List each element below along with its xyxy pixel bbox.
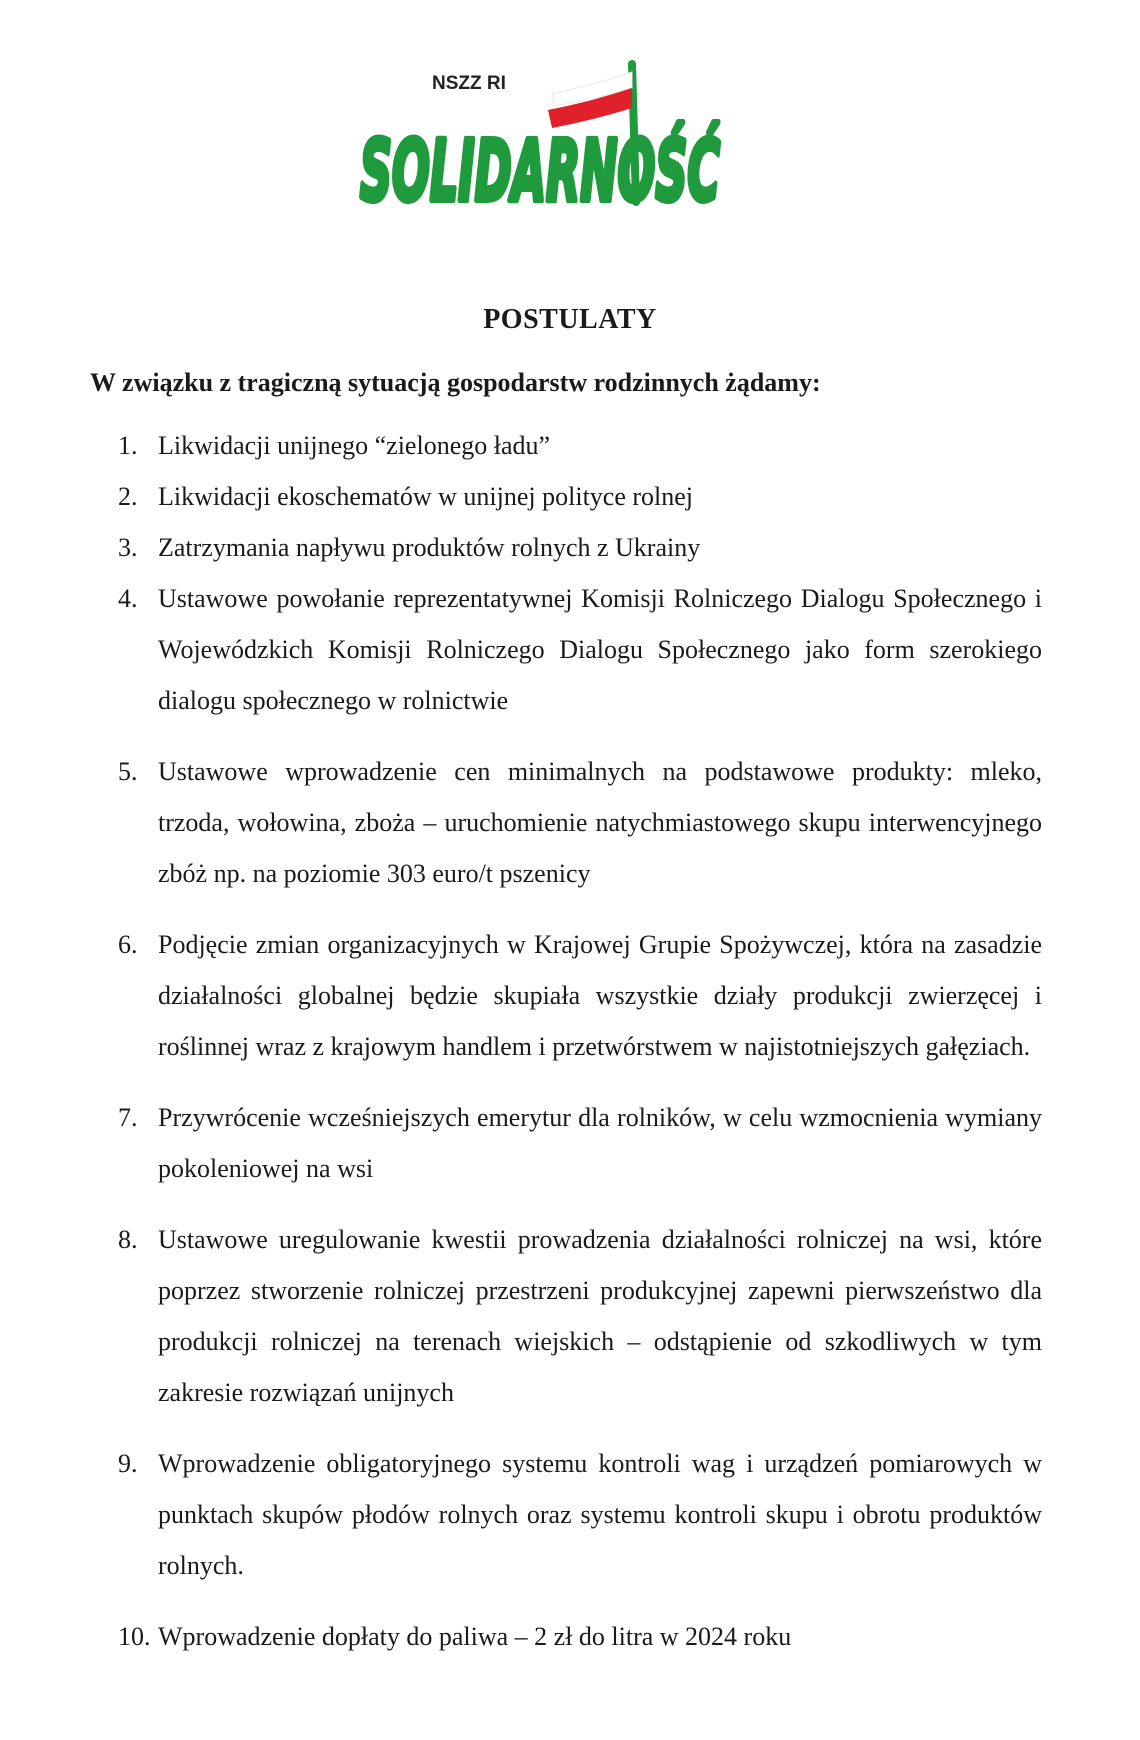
intro-heading: W związku z tragiczną sytuacją gospodarstw rodzinnych żądamy: [90,368,821,397]
list-item [118,1214,1042,1418]
list-item-number: 8. [118,1225,138,1254]
list-item-number: 7. [118,1103,138,1132]
solidarnosc-logo [340,52,740,232]
list-item-text: Ustawowe uregulowanie kwestii prowadzenia działalności rolniczej na wsi, które poprzez stworzenie rolniczej przestrzeni produkcyjnej zapewni pierwszeństwo dla produkcji rolniczej na terenach wiejskich – odstąpienie od szkodliwych w tym zakresie rozwiązań unijnych [158,1225,1042,1407]
list-item-number: 3. [118,533,138,562]
list-item [118,1438,1042,1591]
list-item-text: Wprowadzenie obligatoryjnego systemu kontroli wag i urządzeń pomiarowych w punktach skupów płodów rolnych oraz systemu kontroli skupu i obrotu produktów rolnych. [158,1449,1042,1580]
list-item [118,1611,1042,1662]
list-item-number: 9. [118,1449,138,1478]
list-item-text: Przywrócenie wcześniejszych emerytur dla rolników, w celu wzmocnienia wymiany pokoleniowej na wsi [158,1103,1042,1183]
list-item-text: Zatrzymania napływu produktów rolnych z Ukrainy [158,533,701,562]
page-title: POSTULATY [483,304,657,335]
list-item-text: Wprowadzenie dopłaty do paliwa – 2 zł do litra w 2024 roku [158,1622,792,1651]
logo-wordmark: SOLIDARNOŚĆ [360,122,720,220]
list-item-number: 2. [118,482,138,511]
list-item [118,1092,1042,1194]
demands-list [118,420,1042,1662]
list-item [118,919,1042,1072]
list-item [118,471,1042,522]
list-item [118,420,1042,471]
list-item-number: 4. [118,584,138,613]
list-item-text: Podjęcie zmian organizacyjnych w Krajowej Grupie Spożywczej, która na zasadzie działalności globalnej będzie skupiała wszystkie działy produkcji zwierzęcej i roślinnej wraz z krajowym handlem i przetwórstwem w najistotniejszych gałęziach. [158,930,1042,1061]
list-item-number: 5. [118,757,138,786]
list-item [118,573,1042,726]
list-item [118,522,1042,573]
list-item-text: Ustawowe powołanie reprezentatywnej Komisji Rolniczego Dialogu Społecznego i Wojewódzkich Komisji Rolniczego Dialogu Społecznego jako form szerokiego dialogu społecznego w rolnictwie [158,584,1042,715]
list-item-text: Likwidacji ekoschematów w unijnej polityce rolnej [158,482,694,511]
list-item-text: Ustawowe wprowadzenie cen minimalnych na podstawowe produkty: mleko, trzoda, wołowina, zboża – uruchomienie natychmiastowego skupu interwencyjnego zbóż np. na poziomie 303 euro/t pszenicy [158,757,1042,888]
list-item-number: 6. [118,930,138,959]
list-item-number: 10. [118,1622,151,1651]
logo-small-text: NSZZ RI [432,73,506,94]
list-item [118,746,1042,899]
list-item-text: Likwidacji unijnego “zielonego ładu” [158,431,551,460]
solidarnosc-logo-graphic [340,52,740,232]
list-item-number: 1. [118,431,138,460]
